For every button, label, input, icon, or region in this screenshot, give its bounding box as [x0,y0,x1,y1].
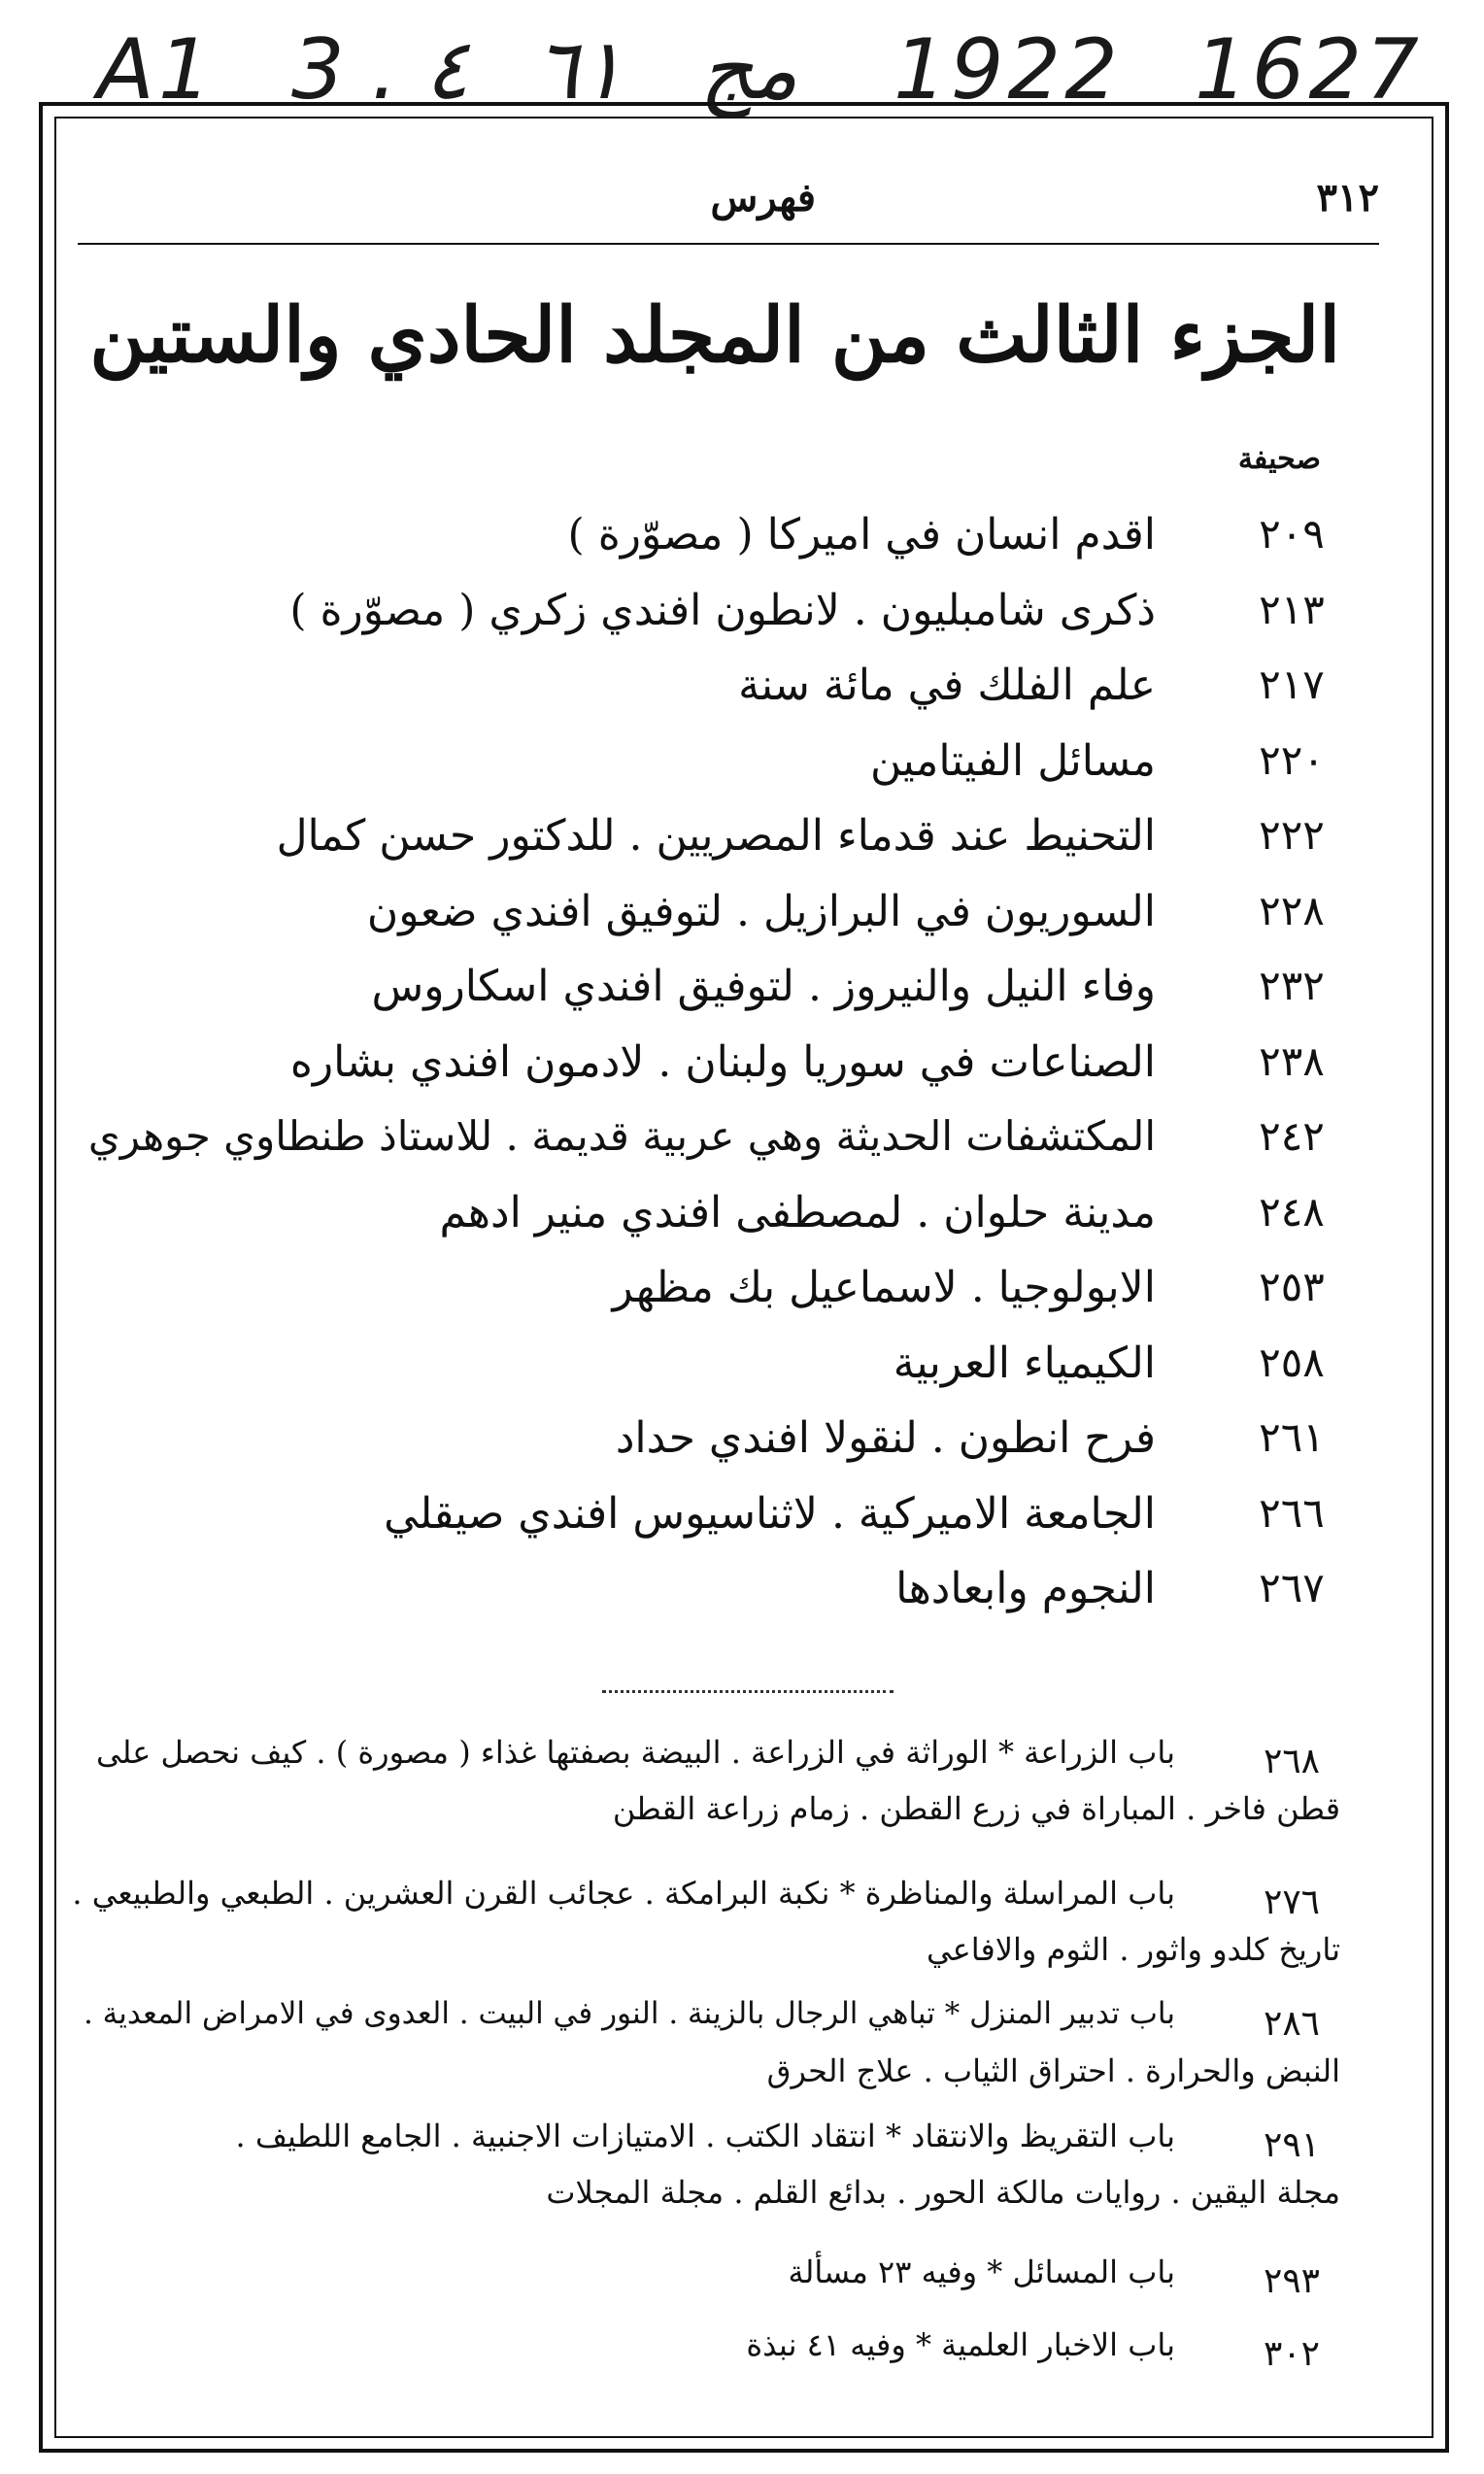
entry-title: فرح انطون . لنقولا افندي حداد [615,1413,1156,1463]
contents-entry [58,887,1340,949]
contents-entry [58,1112,1340,1174]
entry-title: مدينة حلوان . لمصطفى افندي منير ادهم [439,1187,1156,1237]
entry-page-number: ٢٣٢ [1259,962,1325,1009]
entry-page-number: ٢٢٨ [1259,886,1325,934]
catalog-part: مج [699,21,798,119]
section-line: قطن فاخر . المباراة في زرع القطن . زمام زراعة القطن [612,1790,1340,1827]
entry-page-number: ٢٥٣ [1259,1263,1325,1310]
contents-entry [58,736,1340,798]
entry-page-number: ٢١٣ [1259,585,1325,633]
entry-page-number: ٢٦٦ [1259,1488,1325,1537]
section-line: باب الاخبار العلمية * وفيه ٤١ نبذة [746,2326,1175,2363]
contents-entry [58,1037,1340,1100]
section-line: باب الزراعة * الوراثة في الزراعة . البيضة بصفتها غذاء ( مصورة ) . كيف نحصل على [95,1734,1175,1771]
section-line: باب المراسلة والمناظرة * نكبة البرامكة . عجائب القرن العشرين . الطبعي والطبيعي . [72,1875,1175,1912]
section-page-number: ٢٨٦ [1263,2004,1320,2044]
contents-entry [58,661,1340,723]
entry-title: علم الفلك في مائة سنة [738,661,1156,710]
entry-title: ذكرى شامبليون . لانطون افندي زكري ( مصوّرة ) [289,585,1156,635]
entry-page-number: ٢٠٩ [1259,510,1325,558]
section-line: تاريخ كلدو واثور . الثوم والافاعي [926,1931,1340,1968]
entry-title: الصناعات في سوريا ولبنان . لادمون افندي بشاره [289,1036,1156,1087]
contents-entry [58,1339,1340,1401]
section-page-number: ٢٧٦ [1263,1882,1320,1922]
page-column-label: صحيفة [1237,442,1321,476]
contents-entry [58,1413,1340,1475]
catalog-part: 1922 [894,21,1122,119]
section-line: باب المسائل * وفيه ٢٣ مسألة [788,2254,1175,2290]
entry-title: الجامعة الاميركية . لاثناسيوس افندي صيقلي [384,1488,1156,1539]
page-number: ٣١٢ [1316,175,1379,220]
entry-page-number: ٢٦١ [1259,1413,1325,1461]
contents-entry [58,1489,1340,1551]
entry-page-number: ٢٢٢ [1259,811,1325,859]
section-page-number: ٢٩١ [1263,2125,1320,2165]
dotted-separator [602,1690,894,1693]
section-line: النبض والحرارة . احتراق الثياب . علاج الحرق [766,2052,1340,2089]
contents-entry [58,811,1340,873]
catalog-part: 1627 [1195,21,1423,119]
page-header [78,175,1379,233]
catalog-part: 3 . ٤ [291,21,469,119]
entry-page-number: ٢٤٨ [1259,1187,1325,1236]
entry-page-number: ٢٢٠ [1259,735,1325,784]
section-line: باب تدبير المنزل * تباهي الرجال بالزينة . النور في البيت . العدوى في الامراض المعدية . [83,1996,1175,2031]
entry-page-number: ٢٤٢ [1259,1112,1325,1160]
entry-page-number: ٢٦٧ [1259,1564,1325,1611]
header-rule [78,243,1379,245]
contents-entry [58,586,1340,648]
contents-entry [58,510,1340,572]
entry-title: المكتشفات الحديثة وهي عربية قديمة . للاستاذ طنطاوي جوهري [87,1112,1156,1160]
entry-title: مسائل الفيتامين [870,735,1156,786]
contents-entry [58,1263,1340,1325]
catalog-part: A1 [97,21,216,119]
entry-title: الكيمياء العربية [893,1338,1156,1388]
contents-entry [58,1564,1340,1626]
running-title: فهرس [710,175,816,220]
entry-title: النجوم وابعادها [895,1564,1156,1613]
catalog-part: ٦١ [534,21,624,119]
section-line: مجلة اليقين . روايات مالكة الحور . بدائع القلم . مجلة المجلات [546,2174,1340,2211]
entry-title: وفاء النيل والنيروز . لتوفيق افندي اسكاروس [371,962,1156,1011]
contents-entry [58,1188,1340,1250]
entry-page-number: ٢٥٨ [1259,1338,1325,1386]
entry-title: السوريون في البرازيل . لتوفيق افندي ضعون [366,886,1156,936]
section-line: باب التقريظ والانتقاد * انتقاد الكتب . الامتيازات الاجنبية . الجامع اللطيف . [235,2118,1175,2154]
entry-page-number: ٢٣٨ [1259,1036,1325,1085]
entry-title: الابولوجيا . لاسماعيل بك مظهر [612,1263,1156,1312]
section-page-number: ٢٦٨ [1263,1742,1320,1781]
entry-page-number: ٢١٧ [1259,661,1325,708]
entry-title: اقدم انسان في اميركا ( مصوّرة ) [567,510,1156,559]
section-page-number: ٢٩٣ [1263,2261,1320,2301]
section-page-number: ٣٠٢ [1263,2334,1320,2374]
contents-entry [58,962,1340,1024]
volume-title: الجزء الثالث من المجلد الحادي والستين [89,291,1340,380]
entry-title: التحنيط عند قدماء المصريين . للدكتور حسن كمال [276,811,1156,861]
